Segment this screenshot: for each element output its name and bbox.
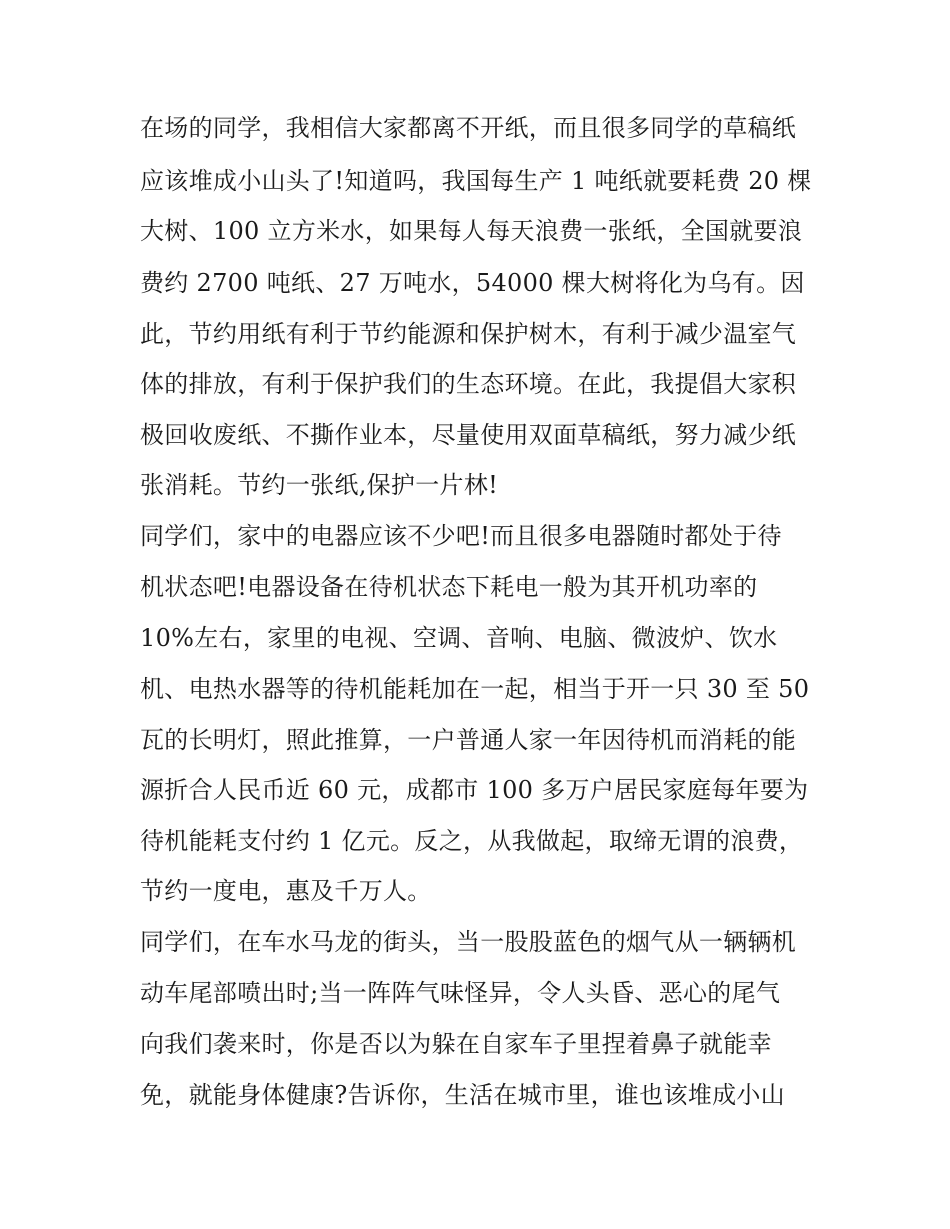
text-line: 应该堆成小山头了!知道吗，我国每生产 1 吨纸就要耗费 20 棵 <box>140 167 812 195</box>
text-line: 体的排放，有利于保护我们的生态环境。在此，我提倡大家积 <box>140 370 797 398</box>
text-line: 源折合人民币近 60 元，成都市 100 多万户居民家庭每年要为 <box>140 776 809 804</box>
text-line: 此，节约用纸有利于节约能源和保护树木，有利于减少温室气 <box>140 320 797 348</box>
text-line: 瓦的长明灯，照此推算，一户普通人家一年因待机而消耗的能 <box>140 726 797 754</box>
text-line: 动车尾部喷出时;当一阵阵气味怪异，令人头昏、恶心的尾气 <box>140 979 781 1007</box>
text-line: 极回收废纸、不撕作业本，尽量使用双面草稿纸，努力减少纸 <box>140 421 797 449</box>
text-line: 10%左右，家里的电视、空调、音响、电脑、微波炉、饮水 <box>140 624 778 652</box>
text-line: 机、电热水器等的待机能耗加在一起，相当于开一只 30 至 50 <box>140 675 810 703</box>
text-line: 向我们袭来时，你是否以为躲在自家车子里捏着鼻子就能幸 <box>140 1030 772 1058</box>
text-line: 同学们，在车水马龙的街头，当一股股蓝色的烟气从一辆辆机 <box>140 928 797 956</box>
text-line: 大树、100 立方米水，如果每人每天浪费一张纸，全国就要浪 <box>140 217 803 245</box>
text-line: 同学们，家中的电器应该不少吧!而且很多电器随时都处于待 <box>140 522 782 550</box>
text-line: 费约 2700 吨纸、27 万吨水，54000 棵大树将化为乌有。因 <box>140 269 805 297</box>
text-line: 待机能耗支付约 1 亿元。反之，从我做起，取缔无谓的浪费， <box>140 827 804 855</box>
text-line: 张消耗。节约一张纸,保护一片林! <box>140 471 499 499</box>
text-line: 在场的同学，我相信大家都离不开纸，而且很多同学的草稿纸 <box>140 114 797 142</box>
text-line: 免，就能身体健康?告诉你，生活在城市里，谁也该堆成小山 <box>140 1081 785 1109</box>
text-line: 节约一度电，惠及千万人。 <box>140 877 432 905</box>
text-line: 机状态吧!电器设备在待机状态下耗电一般为其开机功率的 <box>140 573 758 601</box>
